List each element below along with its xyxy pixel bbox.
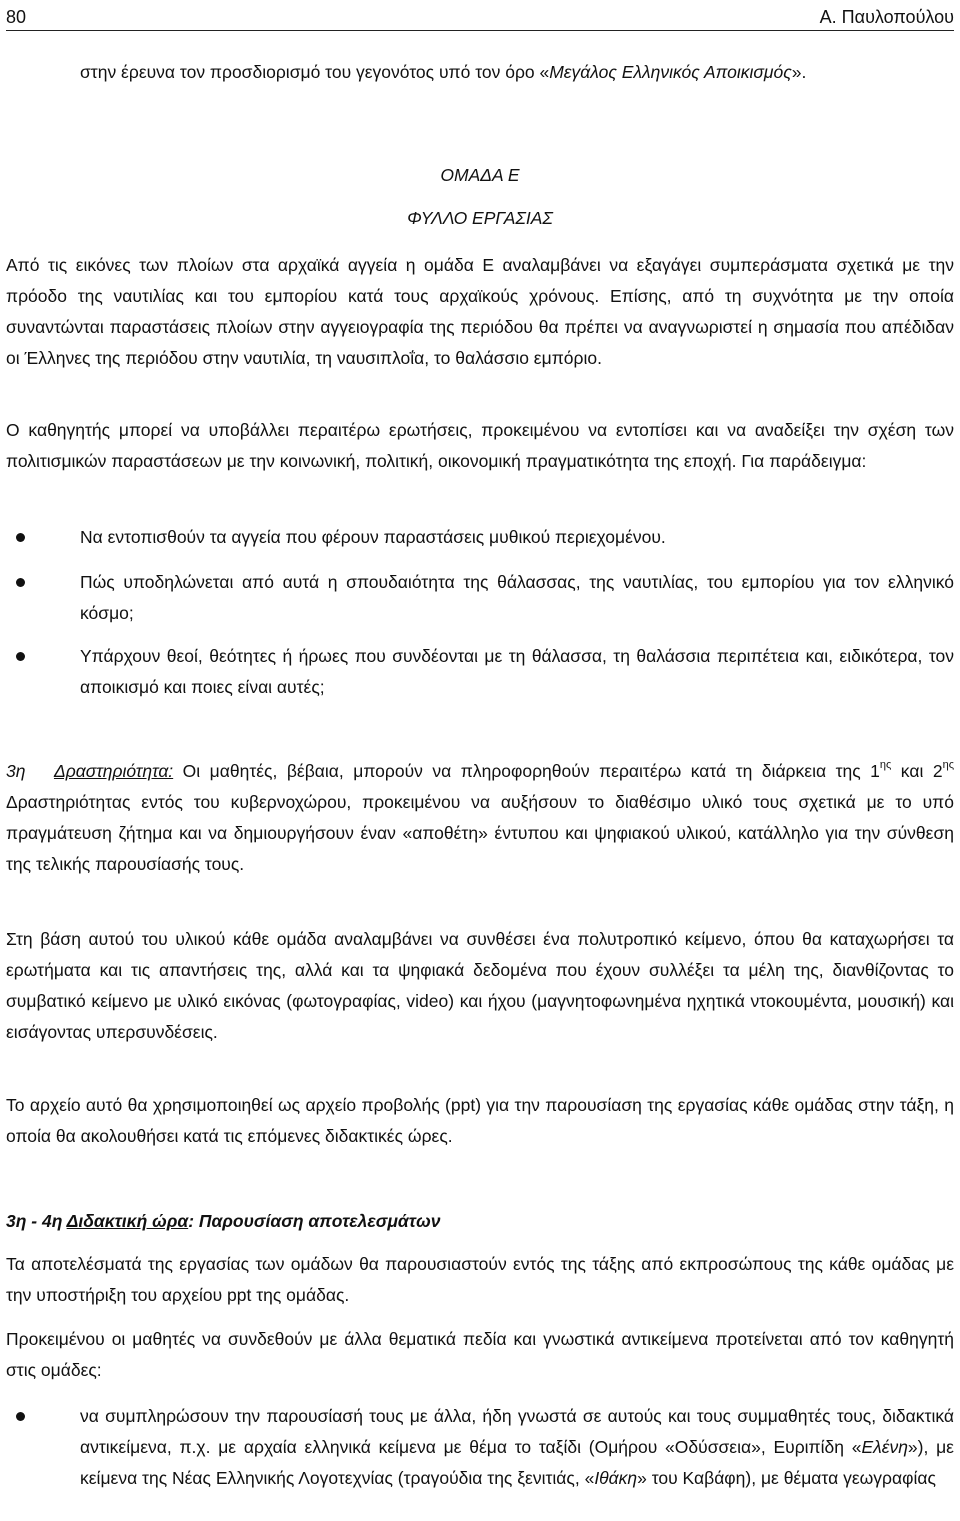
question-item-3	[6, 641, 954, 703]
activity-text-1: Οι μαθητές, βέβαια, μπορούν να πληροφορηθούν περαιτέρω κατά τη διάρκεια της 1	[173, 761, 880, 781]
ordinal-suffix-1: ης	[879, 759, 892, 771]
paragraph-1: Από τις εικόνες των πλοίων στα αρχαϊκά αγγεία η ομάδα Ε αναλαμβάνει να εξαγάγει συμπεράσματα σχετικά με την πρόοδο της ναυτιλίας και του εμπορίου κατά τους αρχαϊκούς χρόνους. Επίσης, από τη συχνότητα με την οποία συναντώνται παραστάσεις πλοίων στην αγγειογραφία της περιόδου θα πρέπει να αναγνωριστεί η σημασία που απέδιδαν οι Έλληνες της περιόδου στην ναυτιλία, τη ναυσιπλοΐα, το θαλάσσιο εμπόριο.	[6, 255, 954, 368]
activity-text-3: Δραστηριότητας εντός του κυβερνοχώρου, προκειμένου να αυξήσουν το διαθέσιμο υλικό τους σχετικά με το υπό πραγμάτευση ζήτημα και να δημιουργήσουν έναν «αποθέτη» έντυπου και ψηφιακού υλικού, κατάλληλο για την σύνθεση της τελικής παρουσίασής τους.	[6, 792, 954, 874]
proposal-item	[6, 1401, 954, 1494]
bullet-icon	[16, 1412, 25, 1421]
activity-text-2: και 2	[891, 761, 943, 781]
intro-text: στην έρευνα τον προσδιορισμό του γεγονότος υπό τον όρο «	[80, 62, 550, 82]
paragraph-4: Στη βάση αυτού του υλικού κάθε ομάδα αναλαμβάνει να συνθέσει ένα πολυτροπικό κείμενο, όπου θα καταχωρήσει τα ερωτήματα και τις απαντήσεις της, αλλά και τα ψηφιακά δεδομένα που έχουν συλλέξει τα μέλη της, διανθίζοντας το συμβατικό κείμενο με υλικό εικόνας (φωτογραφίας, video) και ήχου (μαγνητοφωνημένα ηχητικά ντοκουμέντα, μουσική) και εισάγοντας υπερσυνδέσεις.	[6, 929, 954, 1042]
question-text: Να εντοπισθούν τα αγγεία που φέρουν παραστάσεις μυθικού περιεχομένου.	[80, 527, 666, 547]
paragraph-7: Προκειμένου οι μαθητές να συνδεθούν με άλλα θεματικά πεδία και γνωστικά αντικείμενα προτείνεται από τον καθηγητή στις ομάδες:	[6, 1329, 954, 1380]
running-author: Α. Παυλοπούλου	[819, 7, 954, 27]
heading-title: : Παρουσίαση αποτελεσμάτων	[188, 1211, 441, 1231]
activity-3-paragraph	[6, 756, 954, 880]
page-number: 80	[6, 7, 27, 27]
group-title: ΟΜΑΔΑ Ε	[440, 165, 520, 185]
intro-term: Μεγάλος Ελληνικός Αποικισμός	[549, 62, 792, 82]
paragraph-6: Τα αποτελέσματά της εργασίας των ομάδων θα παρουσιαστούν εντός της τάξης από εκπροσώπους της κάθε ομάδας με την υποστήριξη του αρχείου ppt της ομάδας.	[6, 1254, 954, 1305]
ordinal-suffix-2: ης	[942, 759, 955, 771]
worksheet-title: ΦΥΛΛΟ ΕΡΓΑΣΙΑΣ	[407, 208, 553, 228]
section-heading	[6, 1206, 954, 1237]
intro-paragraph	[80, 57, 954, 88]
paragraph-5: Το αρχείο αυτό θα χρησιμοποιηθεί ως αρχείο προβολής (ppt) για την παρουσίαση της εργασίας κάθε ομάδας στην τάξη, η οποία θα ακολουθήσει κατά τις επόμενες διδακτικές ώρες.	[6, 1095, 954, 1146]
proposal-title-2: Ιθάκη	[594, 1468, 638, 1488]
bullet-icon	[16, 578, 25, 587]
activity-number: 3η	[6, 761, 26, 781]
question-text: Υπάρχουν θεοί, θεότητες ή ήρωες που συνδέονται με τη θάλασσα, τη θαλάσσια περιπέτεια και, ειδικότερα, τον αποικισμό και ποιες είναι αυτές;	[80, 646, 954, 697]
bullet-icon	[16, 533, 25, 542]
paragraph-2: Ο καθηγητής μπορεί να υποβάλλει περαιτέρω ερωτήσεις, προκειμένου να εντοπίσει και να αναδείξει την σχέση των πολιτισμικών παραστάσεων με την κοινωνική, πολιτική, οικονομική πραγματικότητα της εποχή. Για παράδειγμα:	[6, 420, 954, 471]
heading-number: 3η - 4η	[6, 1211, 67, 1231]
activity-label: Δραστηριότητα:	[53, 761, 174, 781]
question-item-1	[6, 522, 954, 553]
proposal-text-3: » του Καβάφη), με θέματα γεωγραφίας	[637, 1468, 936, 1488]
proposal-text-1: να συμπληρώσουν την παρουσίασή τους με άλλα, ήδη γνωστά σε αυτούς και τους συμμαθητές τους, διδακτικά αντικείμενα, π.χ. με αρχαία ελληνικά κείμενα με θέμα το ταξίδι (Ομήρου «Οδύσσεια», Ευριπίδη «	[80, 1406, 954, 1457]
page-header	[6, 0, 954, 31]
bullet-icon	[16, 652, 25, 661]
intro-end: ».	[791, 62, 807, 82]
question-text: Πώς υποδηλώνεται από αυτά η σπουδαιότητα της θάλασσας, της ναυτιλίας, του εμπορίου για τον ελληνικό κόσμο;	[80, 572, 954, 623]
heading-label: Διδακτική ώρα	[66, 1211, 189, 1231]
question-item-2	[6, 567, 954, 629]
proposal-text-2: »), με κείμενα της Νέας Ελληνικής Λογοτεχνίας (τραγούδια της ξενιτιάς, «	[80, 1437, 954, 1488]
proposal-title-1: Ελένη	[861, 1437, 908, 1457]
